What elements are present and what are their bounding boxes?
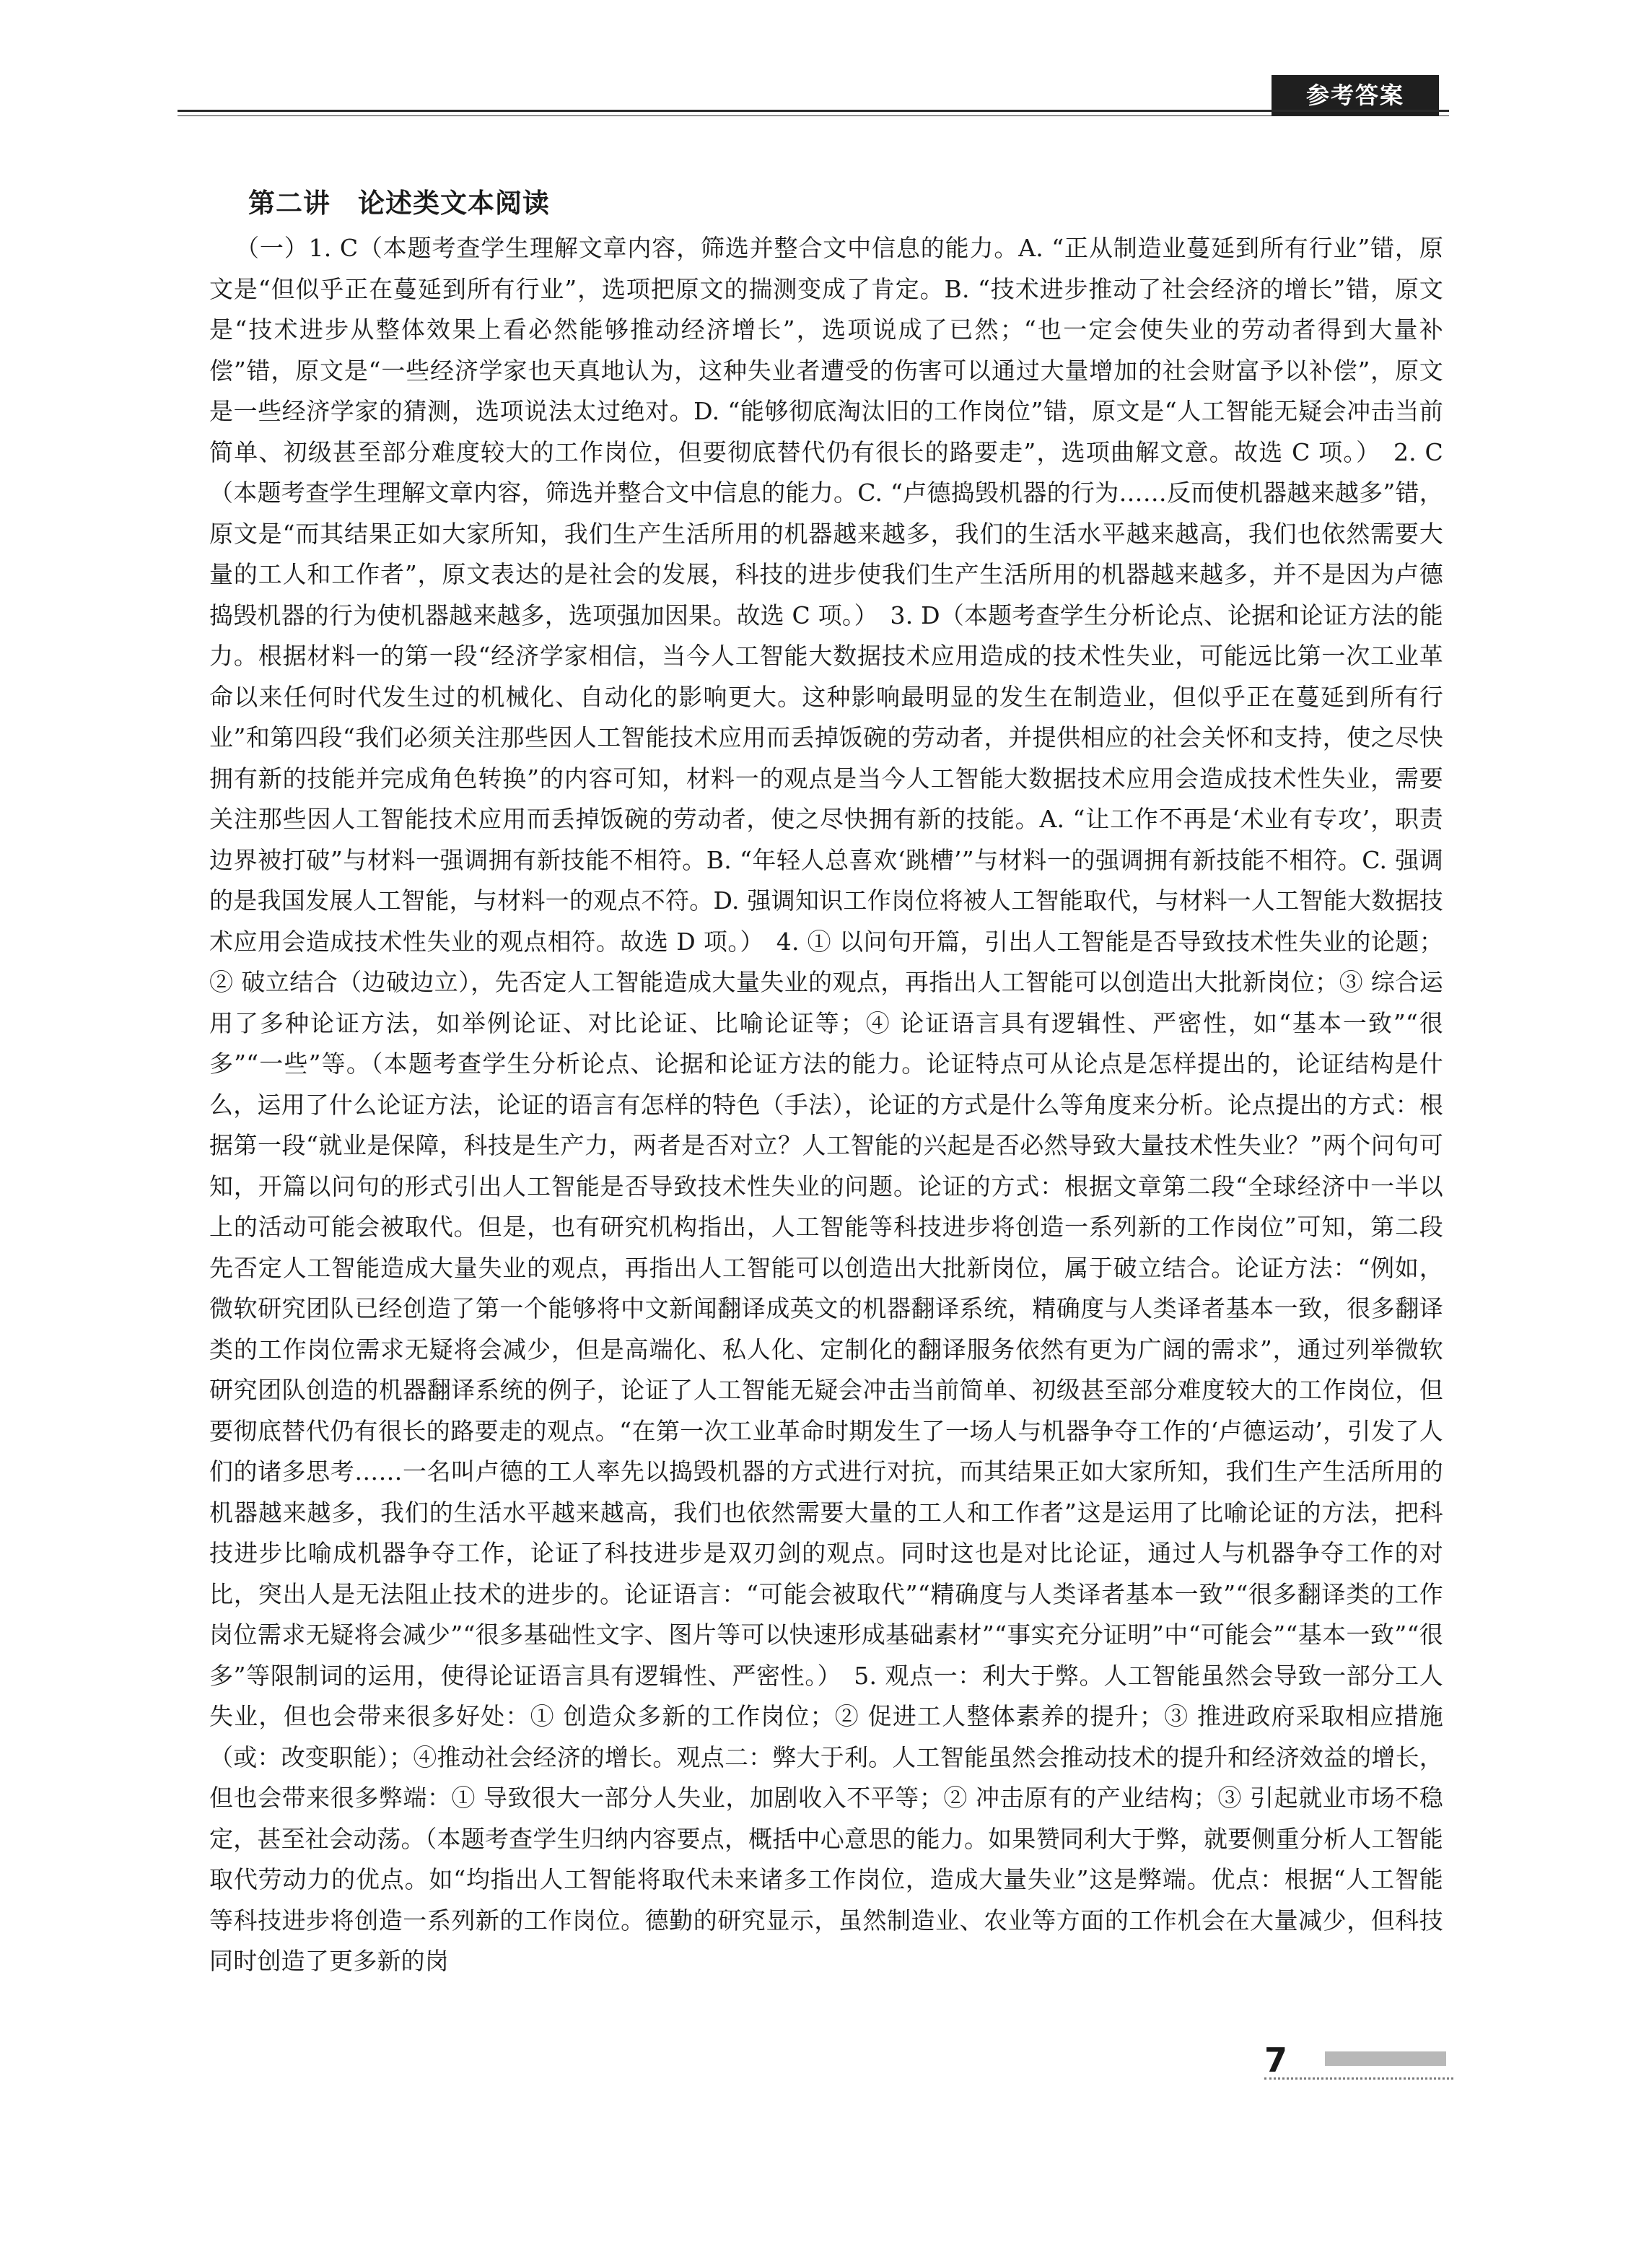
- section-title: 第二讲 论述类文本阅读: [248, 188, 550, 219]
- footer-bar: [1325, 2051, 1446, 2066]
- answer-paragraph: （一）1. C（本题考查学生理解文章内容，筛选并整合文中信息的能力。A. “正从制造业蔓延到所有行业”错，原文是“但似乎正在蔓延到所有行业”，选项把原文的揣测变成了肯定。B. “技术进步推动了社会经济的增长”错，原文是“技术进步从整体效果上看必然能够推动经济增长”，选项说成了已然；“也一定会使失业的劳动者得到大量补偿”错，原文是“一些经济学家也天真地认为，这种失业者遭受的伤害可以通过大量增加的社会财富予以补偿”，原文是一些经济学家的猜测，选项说法太过绝对。D. “能够彻底淘汰旧的工作岗位”错，原文是“人工智能无疑会冲击当前简单、初级甚至部分难度较大的工作岗位，但要彻底替代仍有很长的路要走”，选项曲解文意。故选 C 项。） 2. C（本题考查学生理解文章内容，筛选并整合文中信息的能力。C. “卢德捣毁机器的行为……反而使机器越来越多”错，原文是“而其结果正如大家所知，我们生产生活所用的机器越来越多，我们的生活水平越来越高，我们也依然需要大量的工人和工作者”，原文表达的是社会的发展，科技的进步使我们生产生活所用的机器越来越多，并不是因为卢德捣毁机器的行为使机器越来越多，选项强加因果。故选 C 项。） 3. D（本题考查学生分析论点、论据和论证方法的能力。根据材料一的第一段“经济学家相信，当今人工智能大数据技术应用造成的技术性失业，可能远比第一次工业革命以来任何时代发生过的机械化、自动化的影响更大。这种影响最明显的发生在制造业，但似乎正在蔓延到所有行业”和第四段“我们必须关注那些因人工智能技术应用而丢掉饭碗的劳动者，并提供相应的社会关怀和支持，使之尽快拥有新的技能并完成角色转换”的内容可知，材料一的观点是当今人工智能大数据技术应用会造成技术性失业，需要关注那些因人工智能技术应用而丢掉饭碗的劳动者，使之尽快拥有新的技能。A. “让工作不再是‘术业有专攻’，职责边界被打破”与材料一强调拥有新技能不相符。B. “年轻人总喜欢‘跳槽’”与材料一的强调拥有新技能不相符。C. 强调的是我国发展人工智能，与材料一的观点不符。D. 强调知识工作岗位将被人工智能取代，与材料一人工智能大数据技术应用会造成技术性失业的观点相符。故选 D 项。） 4. ① 以问句开篇，引出人工智能是否导致技术性失业的论题；② 破立结合（边破边立），先否定人工智能造成大量失业的观点，再指出人工智能可以创造出大批新岗位；③ 综合运用了多种论证方法，如举例论证、对比论证、比喻论证等；④ 论证语言具有逻辑性、严密性，如“基本一致”“很多”“一些”等。（本题考查学生分析论点、论据和论证方法的能力。论证特点可从论点是怎样提出的，论证结构是什么，运用了什么论证方法，论证的语言有怎样的特色（手法），论证的方式是什么等角度来分析。论点提出的方式：根据第一段“就业是保障，科技是生产力，两者是否对立？人工智能的兴起是否必然导致大量技术性失业？”两个问句可知，开篇以问句的形式引出人工智能是否导致技术性失业的问题。论证的方式：根据文章第二段“全球经济中一半以上的活动可能会被取代。但是，也有研究机构指出，人工智能等科技进步将创造一系列新的工作岗位”可知，第二段先否定人工智能造成大量失业的观点，再指出人工智能可以创造出大批新岗位，属于破立结合。论证方法：“例如，微软研究团队已经创造了第一个能够将中文新闻翻译成英文的机器翻译系统，精确度与人类译者基本一致，很多翻译类的工作岗位需求无疑将会减少，但是高端化、私人化、定制化的翻译服务依然有更为广阔的需求”，通过列举微软研究团队创造的机器翻译系统的例子，论证了人工智能无疑会冲击当前简单、初级甚至部分难度较大的工作岗位，但要彻底替代仍有很长的路要走的观点。“在第一次工业革命时期发生了一场人与机器争夺工作的‘卢德运动’，引发了人们的诸多思考……一名叫卢德的工人率先以捣毁机器的方式进行对抗，而其结果正如大家所知，我们生产生活所用的机器越来越多，我们的生活水平越来越高，我们也依然需要大量的工人和工作者”这是运用了比喻论证的方法，把科技进步比喻成机器争夺工作，论证了科技进步是双刃剑的观点。同时这也是对比论证，通过人与机器争夺工作的对比，突出人是无法阻止技术的进步的。论证语言：“可能会被取代”“精确度与人类译者基本一致”“很多翻译类的工作岗位需求无疑将会减少”“很多基础性文字、图片等可以快速形成基础素材”“事实充分证明”中“可能会”“基本一致”“很多”等限制词的运用，使得论证语言具有逻辑性、严密性。） 5. 观点一：利大于弊。人工智能虽然会导致一部分工人失业，但也会带来很多好处：① 创造众多新的工作岗位；② 促进工人整体素养的提升；③ 推进政府采取相应措施（或：改变职能）；④推动社会经济的增长。观点二：弊大于利。人工智能虽然会推动技术的提升和经济效益的增长，但也会带来很多弊端：① 导致很大一部分人失业，加剧收入不平等；② 冲击原有的产业结构；③ 引起就业市场不稳定，甚至社会动荡。（本题考查学生归纳内容要点，概括中心意思的能力。如果赞同利大于弊，就要侧重分析人工智能取代劳动力的优点。如“均指出人工智能将取代未来诸多工作岗位，造成大量失业”这是弊端。优点：根据“人工智能等科技进步将创造一系列新的工作岗位。德勤的研究显示，虽然制造业、农业等方面的工作机会在大量减少，但科技同时创造了更多新的岗: [209, 234, 1443, 1975]
- footer-dotted-rule: [1264, 2077, 1453, 2080]
- main-content: [209, 182, 1443, 1982]
- answer-key-tag: 参考答案: [1272, 75, 1439, 115]
- header-rule-thin: [178, 115, 1449, 116]
- header-rule: [178, 110, 1449, 112]
- page-number: 7: [1264, 2041, 1288, 2080]
